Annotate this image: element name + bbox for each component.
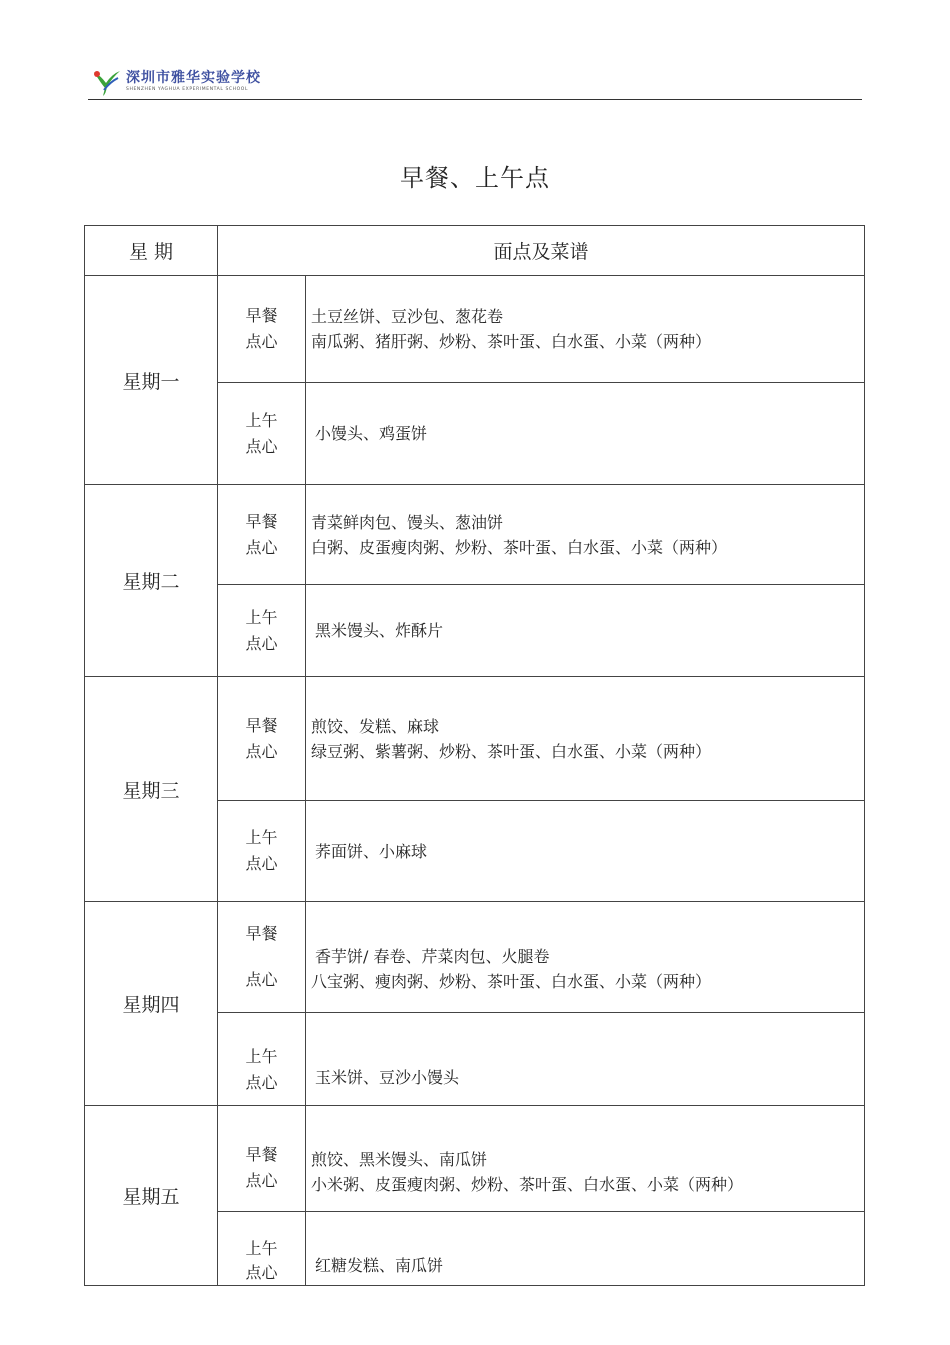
school-logo-icon (90, 68, 122, 98)
table-row (85, 276, 865, 383)
morning-menu: 荞面饼、小麻球 (306, 801, 865, 902)
day-cell: 星期五 (85, 1106, 218, 1286)
morning-menu: 黑米馒头、炸酥片 (306, 585, 865, 677)
header-menu: 面点及菜谱 (218, 226, 865, 276)
day-cell: 星期二 (85, 485, 218, 677)
table-row (85, 1106, 865, 1212)
page-title: 早餐、上午点 (400, 164, 550, 192)
day-cell: 星期三 (85, 677, 218, 902)
meal-label-morning: 上午 点心 (218, 1212, 306, 1286)
school-name-en: SHENZHEN YAGHUA EXPERIMENTAL SCHOOL (126, 87, 249, 92)
meal-label-breakfast: 早餐 点心 (218, 485, 306, 585)
day-cell: 星期一 (85, 276, 218, 485)
breakfast-menu: 煎饺、黑米馒头、南瓜饼 小米粥、皮蛋瘦肉粥、炒粉、茶叶蛋、白水蛋、小菜（两种） (306, 1106, 865, 1212)
breakfast-menu: 煎饺、发糕、麻球 绿豆粥、紫薯粥、炒粉、茶叶蛋、白水蛋、小菜（两种） (306, 677, 865, 801)
meal-label-breakfast: 早餐 点心 (218, 677, 306, 801)
table-row (85, 677, 865, 801)
breakfast-menu: 土豆丝饼、豆沙包、葱花卷 南瓜粥、猪肝粥、炒粉、茶叶蛋、白水蛋、小菜（两种） (306, 276, 865, 383)
school-name: 深圳市雅华实验学校 (126, 70, 261, 86)
meal-label-morning: 上午 点心 (218, 585, 306, 677)
meal-label-breakfast: 早餐 点心 (218, 276, 306, 383)
meal-label-morning: 上午 点心 (218, 383, 306, 485)
meal-label-morning: 上午 点心 (218, 801, 306, 902)
school-name-block (126, 70, 261, 93)
breakfast-menu: 香芋饼/ 春卷、芹菜肉包、火腿卷 八宝粥、瘦肉粥、炒粉、茶叶蛋、白水蛋、小菜（两种） (306, 902, 865, 1013)
day-cell: 星期四 (85, 902, 218, 1106)
breakfast-menu: 青菜鲜肉包、馒头、葱油饼 白粥、皮蛋瘦肉粥、炒粉、茶叶蛋、白水蛋、小菜（两种） (306, 485, 865, 585)
menu-table (84, 225, 865, 1286)
meal-label-breakfast: 早餐 点心 (218, 902, 306, 1013)
morning-menu: 红糖发糕、南瓜饼 (306, 1212, 865, 1286)
meal-label-morning: 上午 点心 (218, 1013, 306, 1106)
morning-menu: 小馒头、鸡蛋饼 (306, 383, 865, 485)
table-row (85, 485, 865, 585)
header-day: 星 期 (85, 226, 218, 276)
table-row (85, 902, 865, 1013)
morning-menu: 玉米饼、豆沙小馒头 (306, 1013, 865, 1106)
page-header (88, 62, 862, 100)
meal-label-breakfast: 早餐 点心 (218, 1106, 306, 1212)
